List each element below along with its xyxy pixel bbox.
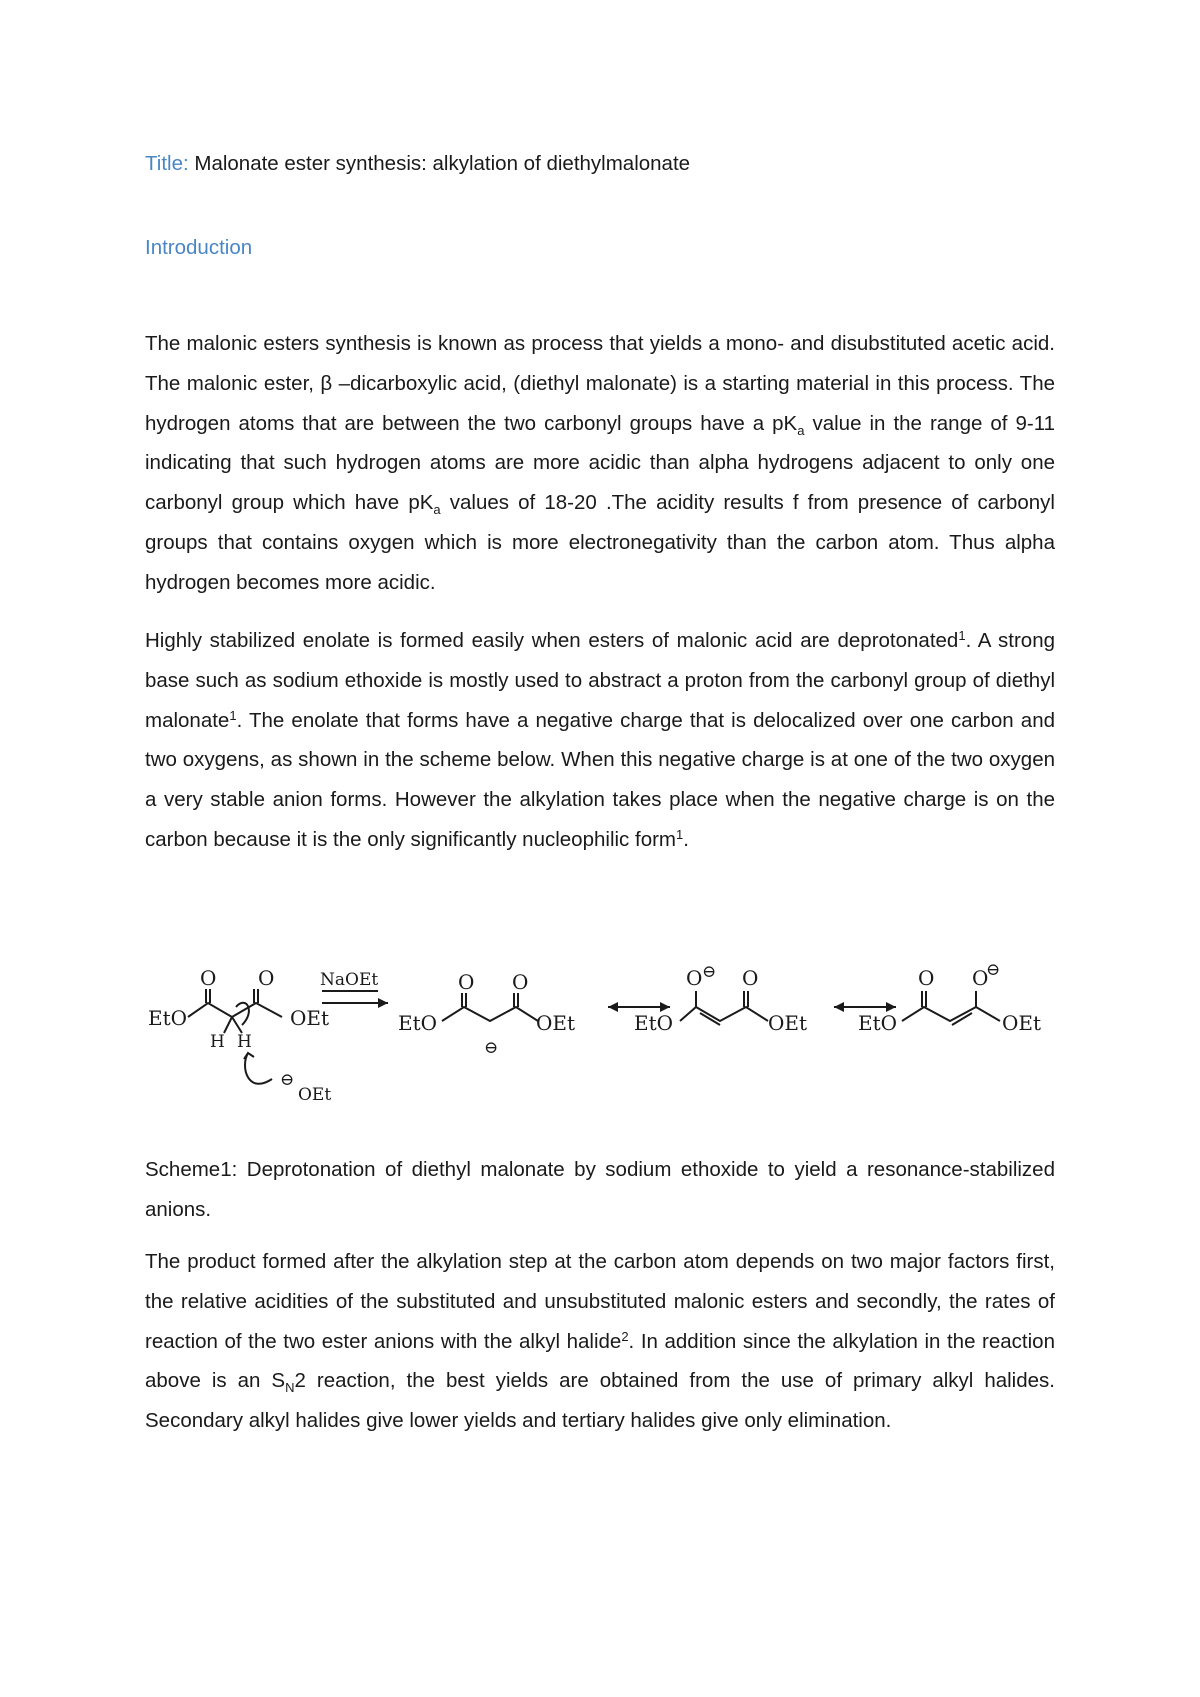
scheme-caption: Scheme1: Deprotonation of diethyl malonate by sodium ethoxide to yield a resonance-stabilized anions. bbox=[145, 1158, 1055, 1221]
bond-lines bbox=[188, 989, 282, 1033]
bond-lines bbox=[442, 993, 538, 1021]
hydrogen-label: H bbox=[210, 1032, 225, 1052]
eto-label: EtO bbox=[398, 1011, 438, 1035]
oxygen-label: O bbox=[972, 966, 989, 990]
p3-text-2: . In addition since the alkylation in the reaction above is an S bbox=[145, 1329, 1055, 1393]
oxygen-charge: ⊖ bbox=[986, 960, 1001, 980]
p2-text-1: Highly stabilized enolate is formed easily when esters of malonic acid are deprotonated bbox=[145, 629, 959, 652]
hydrogen-label: H bbox=[237, 1032, 252, 1052]
oxygen-label: O bbox=[918, 966, 935, 990]
p2-text-3: . The enolate that forms have a negative charge that is delocalized over one carbon and two oxygens, as shown in the scheme below. When this negative charge is at one of the two oxygen a very stable anion forms. However the alkylation takes place when the negative charge is on the carbon because it is the only significantly nucleophilic form bbox=[145, 708, 1055, 851]
bond-lines bbox=[902, 991, 1000, 1025]
oxygen-charge: ⊖ bbox=[702, 962, 717, 982]
oxygen-label: O bbox=[200, 966, 217, 990]
enolate-structure-2 bbox=[858, 960, 1041, 1035]
p2-citation-3: 1 bbox=[676, 826, 684, 842]
bond-lines bbox=[680, 991, 768, 1025]
p2-citation-1: 1 bbox=[958, 628, 966, 643]
title-label: Title: bbox=[145, 152, 189, 175]
oet-label: OEt bbox=[290, 1006, 330, 1030]
intro-paragraph-1 bbox=[145, 324, 1055, 603]
p2-citation-2: 1 bbox=[229, 707, 237, 723]
reaction-scheme bbox=[140, 955, 1120, 1135]
enolate-structure-1 bbox=[634, 962, 807, 1035]
oxygen-label: O bbox=[258, 966, 275, 990]
p1-subscript-a-2: a bbox=[433, 502, 441, 518]
eto-label: EtO bbox=[148, 1006, 188, 1030]
document-title bbox=[145, 152, 690, 176]
oet-label: OEt bbox=[536, 1011, 576, 1035]
introduction-heading: Introduction bbox=[145, 236, 253, 259]
p3-text-3: 2 reaction, the best yields are obtained from the use of primary alkyl halides. Secondary alkyl halides give lower yields and tertiary halides give only elimination. bbox=[145, 1369, 1055, 1433]
reagent-label: NaOEt bbox=[320, 970, 379, 990]
p3-citation-2: 2 bbox=[621, 1328, 629, 1344]
p1-text-2: value in the range of 9-11 indicating that such hydrogen atoms are more acidic than alpha hydrogens adjacent to only one carbonyl group which have pK bbox=[145, 411, 1055, 515]
oxygen-label: O bbox=[742, 966, 759, 990]
eto-label: EtO bbox=[634, 1011, 674, 1035]
ethoxide-label: OEt bbox=[298, 1085, 332, 1105]
oxygen-label: O bbox=[686, 966, 703, 990]
oxygen-label: O bbox=[458, 970, 475, 994]
oxygen-label: O bbox=[512, 970, 529, 994]
oet-label: OEt bbox=[768, 1011, 808, 1035]
oet-label: OEt bbox=[1002, 1011, 1042, 1035]
ethoxide-charge: ⊖ bbox=[280, 1070, 295, 1090]
reaction-arrow bbox=[320, 970, 388, 1008]
eto-label: EtO bbox=[858, 1011, 898, 1035]
intro-paragraph-2 bbox=[145, 621, 1055, 860]
p2-text-2: . A strong base such as sodium ethoxide is mostly used to abstract a proton from the carbonyl group of diethyl malonate bbox=[145, 629, 1055, 732]
p1-text-1: The malonic esters synthesis is known as process that yields a mono- and disubstituted acetic acid. The malonic ester, β –dicarboxylic acid, (diethyl malonate) is a starting material in this process. The hydrogen atoms that are between the two carbonyl groups have a pK bbox=[145, 332, 1055, 435]
p1-text-3: values of 18-20 .The acidity results f from presence of carbonyl groups that contains oxygen which is more electronegativity than the carbon atom. Thus alpha hydrogen becomes more acidic. bbox=[145, 491, 1055, 594]
title-text: Malonate ester synthesis: alkylation of diethylmalonate bbox=[188, 152, 691, 175]
p3-text-1: The product formed after the alkylation step at the carbon atom depends on two major factors first, the relative acidities of the substituted and unsubstituted malonic esters and secondly, the rates of reaction of the two ester anions with the alkyl halide bbox=[145, 1250, 1055, 1353]
body-paragraph-3 bbox=[145, 1242, 1055, 1441]
diethyl-malonate-structure bbox=[148, 966, 331, 1105]
p2-text-4: . bbox=[683, 827, 689, 851]
carbanion-structure bbox=[398, 970, 575, 1058]
p3-subscript-n: N bbox=[285, 1380, 295, 1396]
p1-subscript-a: a bbox=[797, 422, 805, 438]
carbanion-charge: ⊖ bbox=[484, 1038, 499, 1058]
arrow-head bbox=[378, 998, 388, 1008]
